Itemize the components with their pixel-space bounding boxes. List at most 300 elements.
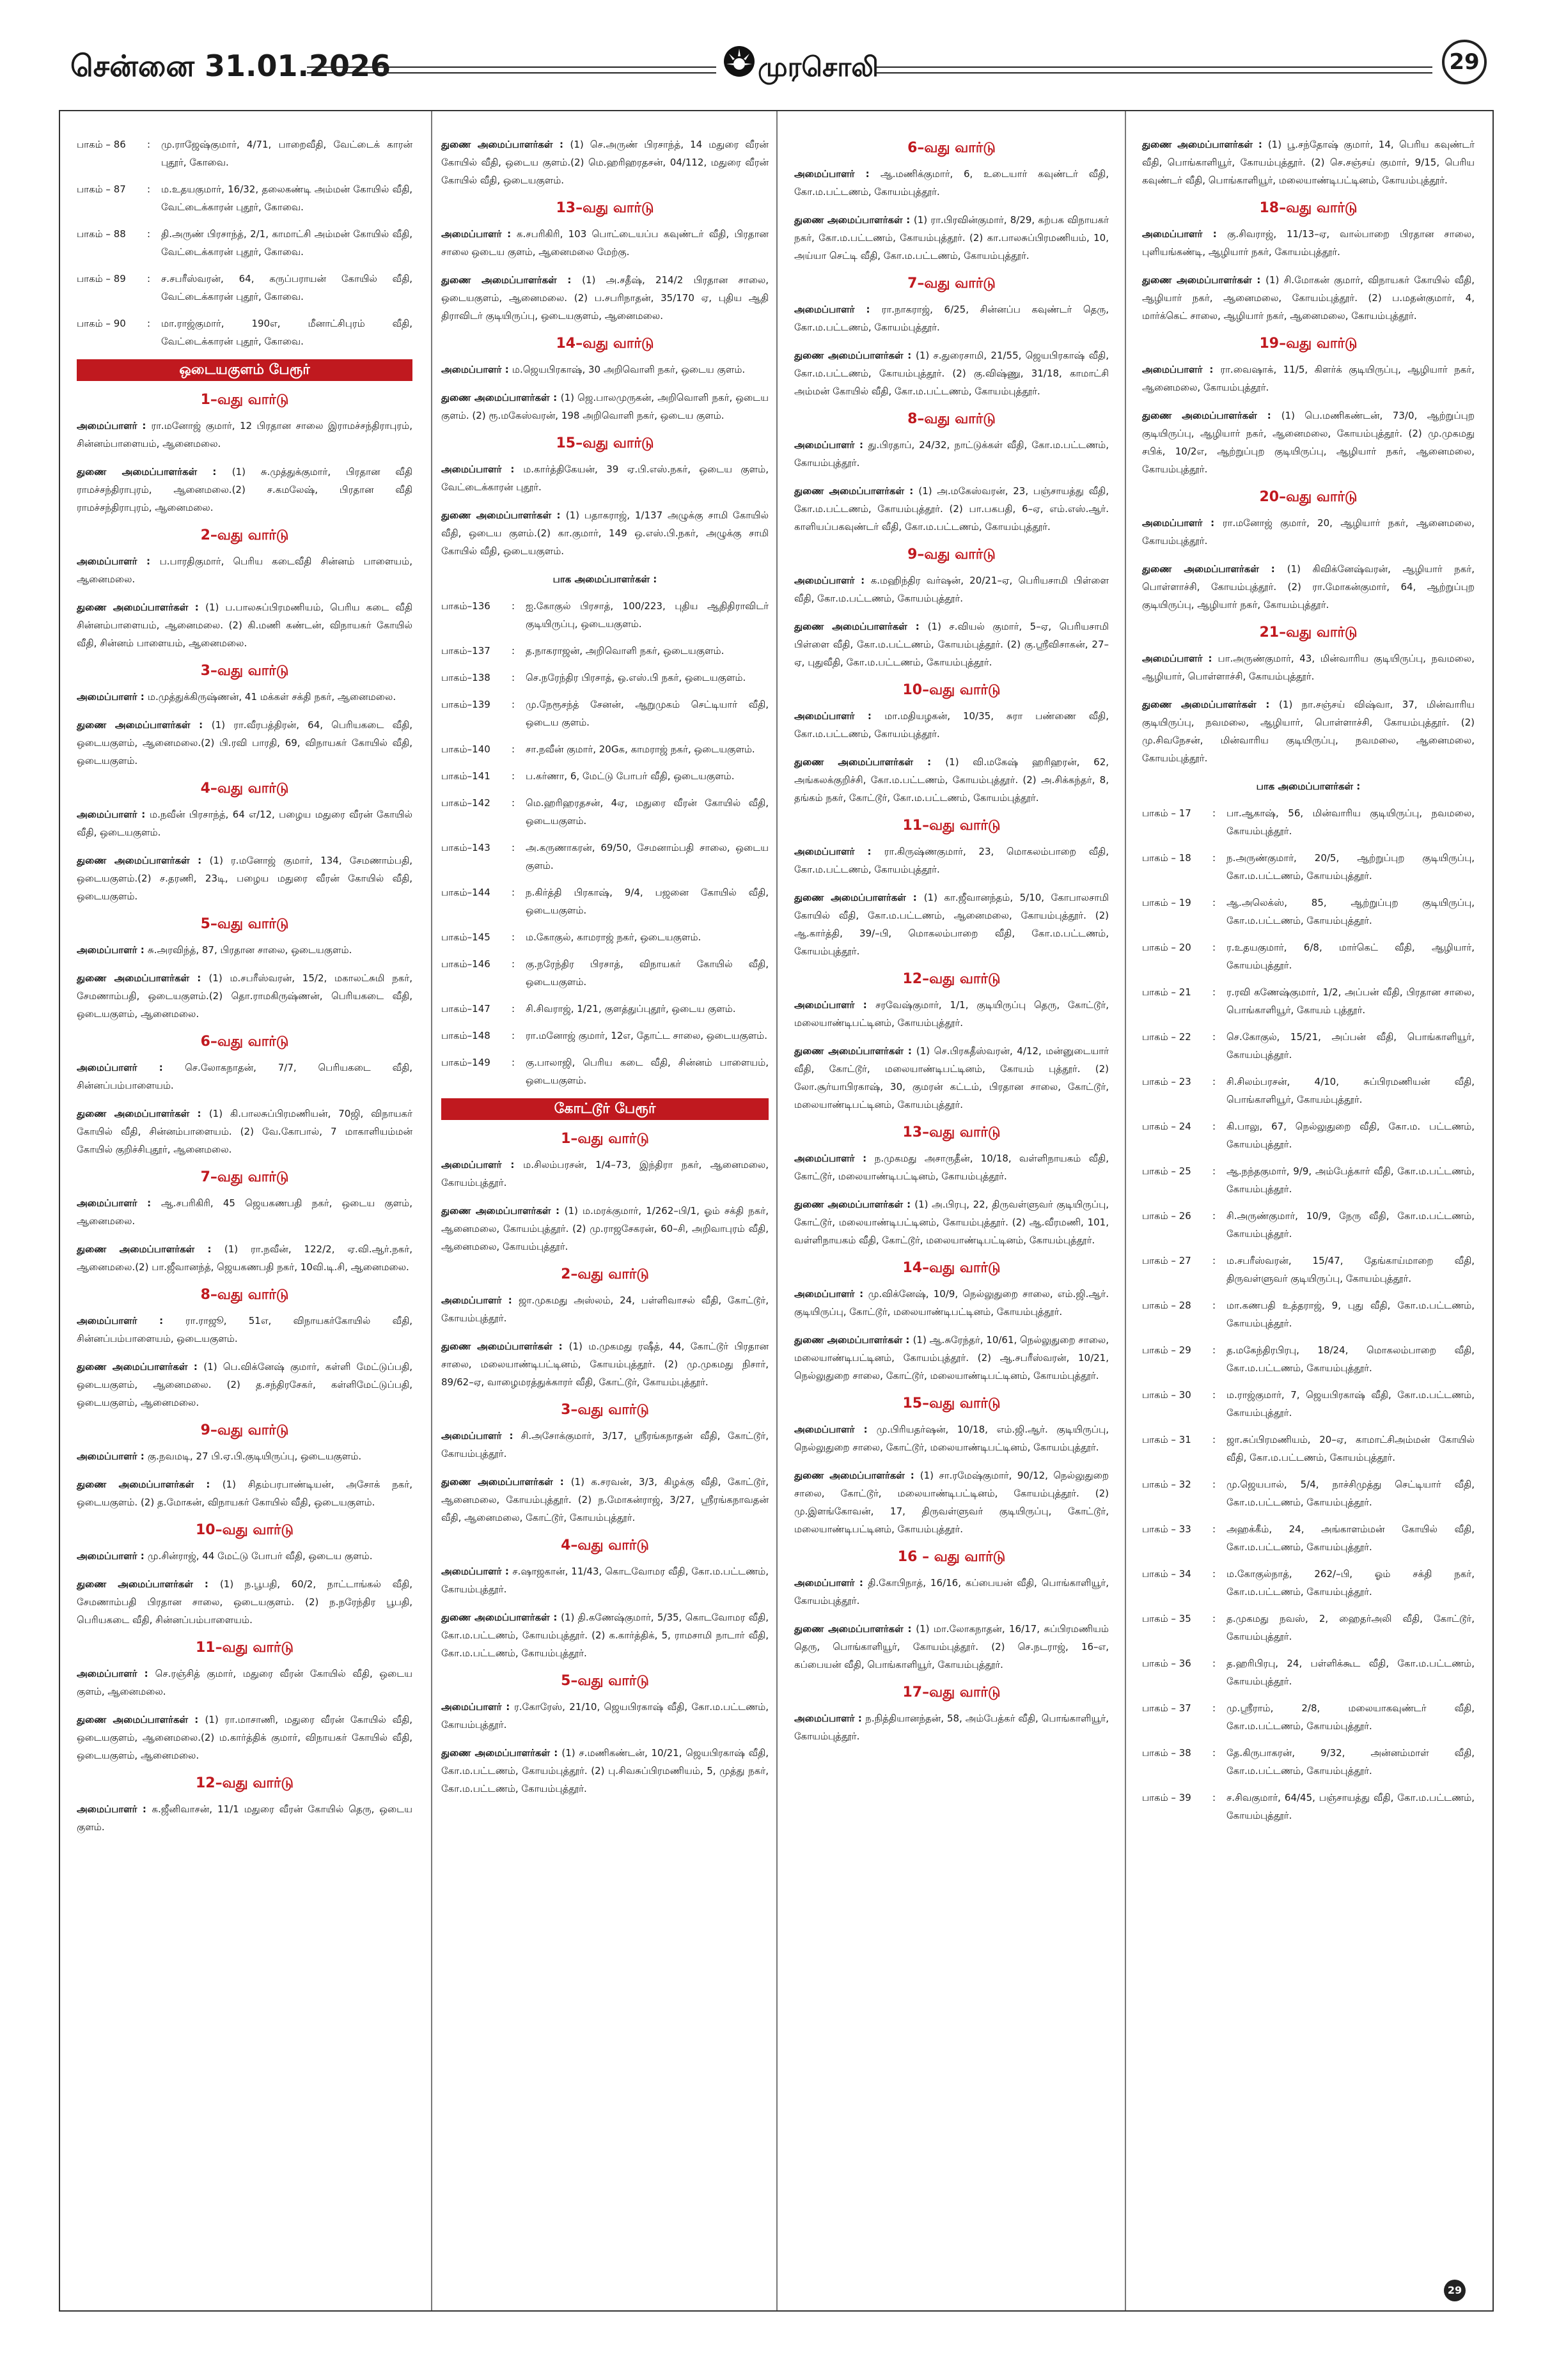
deputy-label: துணை அமைப்பாளர்கள் :: [1142, 274, 1266, 286]
separator: :: [1212, 807, 1216, 819]
separator: :: [1212, 1255, 1216, 1266]
deputy-label: துணை அமைப்பாளர்கள் :: [77, 972, 209, 984]
separator: :: [512, 931, 515, 943]
column-divider: [776, 111, 778, 2310]
convenor-label: அமைப்பாளர் :: [441, 228, 517, 240]
deputy-convenors: துணை அமைப்பாளர்கள் : (1) கா.ஜீவானந்தம், 5/10, கோபாலசாமி கோயில் வீதி, கோ.ம.பட்டணம், ஆனைமலை, கோயம்புத்தூர். (2) ஆ.கார்த்தி, 39/–பி, மொகலம்பாறை வீதி, கோ.ம.பட்டணம், கோயம்புத்தூர்.: [794, 892, 1109, 957]
part-row: [441, 642, 769, 660]
part-row: [1142, 1296, 1475, 1332]
convenor-label: அமைப்பாளர் :: [794, 1577, 868, 1589]
part-number: பாகம் – 18: [1142, 852, 1191, 864]
deputy-convenors: துணை அமைப்பாளர்கள் : (1) ம.சபரீஸ்வரன், 15/2, மகாலட்சுமி நகர், சேமணாம்பதி, ஒடையகுளம்.(2) தொ.ராமகிருஷ்ணன், பெரியகடை வீதி, ஒடையகுளம், ஆனைமலை.: [77, 972, 413, 1020]
part-row: [1142, 1475, 1475, 1511]
part-convenor: மு.ஜெயபால், 5/4, நாச்சிமுத்து செட்டியார் வீதி, கோ.ம.பட்டணம், கோயம்புத்தூர்.: [1226, 1479, 1475, 1508]
deputy-label: துணை அமைப்பாளர்கள் :: [441, 1612, 561, 1623]
part-convenor: ஆ.அலெக்ஸ், 85, ஆற்றுப்புற குடியிருப்பு, கோ.ம.பட்டணம், கோயம்புத்தூர்.: [1226, 897, 1475, 926]
part-number: பாகம் – 27: [1142, 1255, 1191, 1266]
separator: :: [1212, 1479, 1216, 1490]
page-number-badge: 29: [1442, 40, 1487, 84]
ward-heading: 3–வது வார்டு: [561, 1402, 649, 1418]
ward-convenor: அமைப்பாளர் : ஆ.மணிக்குமார், 6, உடையார் கவுண்டர் வீதி, கோ.ம.பட்டணம், கோயம்புத்தூர்.: [794, 168, 1109, 198]
ward-convenor: அமைப்பாளர் : பா.அருண்குமார், 43, மின்வாரிய குடியிருப்பு, நவமலை, ஆழியார், பொள்ளாச்சி, கோயம்புத்தூர்.: [1142, 653, 1475, 682]
deputy-label: துணை அமைப்பாளர்கள் :: [794, 1623, 916, 1635]
ward-heading: 14–வது வார்டு: [902, 1260, 1001, 1276]
separator: :: [1212, 1658, 1216, 1669]
convenor-label: அமைப்பாளர் :: [794, 846, 884, 857]
part-convenor: ம.கோகுல், காமராஜ் நகர், ஒடையகுளம்.: [526, 931, 701, 943]
separator: :: [512, 743, 515, 755]
ward-convenor: அமைப்பாளர் : க.சபரிகிரி, 103 பொட்டையப்ப கவுண்டர் வீதி, பிரதான சாலை ஒடைய குளம், ஆனைமலை மேற்கு.: [441, 228, 769, 258]
masthead-rule-right: [876, 66, 1432, 74]
deputy-label: துணை அமைப்பாளர்கள் :: [794, 1199, 915, 1210]
deputy-convenors: துணை அமைப்பாளர்கள் : (1) பூ.சந்தோஷ் குமார், 14, பெரிய கவுண்டர் வீதி, பொங்காளியூர், கோயம்புத்தூர். (2) செ.சஞ்சய் குமார், 9/15, பெரிய கவுண்டர் வீதி, பொங்காளியூர், மலையாண்டிபட்டினம், கோயம்புத்தூர்.: [1142, 139, 1475, 186]
part-number: பாகம் – 36: [1142, 1658, 1191, 1669]
deputy-convenors: துணை அமைப்பாளர்கள் : (1) அ.சதீஷ், 214/2 பிரதான சாலை, ஒடையகுளம், ஆனைமலை. (2) ப.சபரிநாதன், 35/170 ஏ, புதிய ஆதி திராவிடர் குடியிருப்பு, ஒடையகுளம், ஆனைமலை.: [441, 274, 769, 322]
part-row: [1142, 938, 1475, 974]
separator: :: [512, 887, 515, 898]
part-convenor: ச.சிவகுமார், 64/45, பஞ்சாயத்து வீதி, கோ.ம.பட்டணம், கோயம்புத்தூர்.: [1226, 1792, 1475, 1821]
separator: :: [1212, 942, 1216, 953]
deputy-convenors: துணை அமைப்பாளர்கள் : (1) பெ.விக்னேஷ் குமார், கள்ளி மேட்டுப்பதி, ஒடையகுளம், ஆனைமலை. (2) த.சந்திரசேகர், கள்ளிமேட்டுப்பதி, ஒடையகுளம், ஆனைமலை.: [77, 1361, 412, 1408]
part-convenor: ஆ.நந்தகுமார், 9/9, அம்பேத்கார் வீதி, கோ.ம.பட்டணம், கோயம்புத்தூர்.: [1226, 1165, 1475, 1195]
part-number: பாகம் – 21: [1142, 986, 1191, 998]
ward-heading: 10–வது வார்டு: [195, 1522, 294, 1538]
separator: :: [1212, 1792, 1216, 1803]
part-row: [1142, 1252, 1475, 1287]
ward-convenor: அமைப்பாளர் : மு.பிரியதர்ஷன், 10/18, எம்.ஜி.ஆர். குடியிருப்பு, நெல்லுதுறை சாலை, கோட்டூர், மலையாண்டிபட்டினம், கோயம்புத்தூர்.: [794, 1424, 1109, 1453]
separator: :: [512, 600, 515, 612]
part-number: பாகம் – 31: [1142, 1434, 1191, 1445]
separator: :: [1212, 1702, 1216, 1714]
column-divider: [1125, 111, 1126, 2310]
part-number: பாகம் – 20: [1142, 942, 1191, 953]
column-2: [441, 136, 769, 1808]
deputy-convenors: துணை அமைப்பாளர்கள் : (1) அ.பிரபு, 22, திருவள்ளுவர் குடியிருப்பு, கோட்டூர், மலையாண்டிபட்டினம், கோயம்புத்தூர். (2) ஆ.வீரமணி, 101, வள்ளிநாயகம் வீதி, கோட்டூர், மலையாண்டிபட்டினம், கோயம்புத்தூர்.: [794, 1199, 1109, 1246]
part-row: [1142, 1654, 1475, 1690]
separator: :: [512, 770, 515, 782]
part-convenor: மு.நேரூசந்த் சேனன், ஆறுமுகம் செட்டியார் வீதி, ஒடைய குளம்.: [526, 699, 769, 728]
separator: :: [1212, 852, 1216, 864]
separator: :: [147, 318, 151, 329]
column-1: [77, 136, 412, 1846]
part-number: பாகம் – 29: [1142, 1344, 1191, 1356]
separator: :: [512, 1057, 515, 1068]
part-convenor: கு.நரேந்திர பிரசாத், விநாயகர் கோயில் வீதி, ஒடையகுளம்.: [526, 958, 769, 988]
deputy-label: துணை அமைப்பாளர்கள் :: [77, 719, 212, 731]
separator: :: [512, 958, 515, 970]
ward-convenor: அமைப்பாளர் : மு.சின்ராஜ், 44 மேட்டு போபர் வீதி, ஒடைய குளம்.: [77, 1550, 373, 1562]
ward-convenor: அமைப்பாளர் : ஜா.முகமது அஸ்லம், 24, பள்ளிவாசல் வீதி, கோட்டூர், கோயம்புத்தூர்.: [441, 1295, 769, 1324]
convenor-label: அமைப்பாளர் :: [77, 1197, 161, 1209]
separator: :: [1212, 1210, 1216, 1222]
convenor-label: அமைப்பாளர் :: [441, 1430, 521, 1442]
ward-convenor: அமைப்பாளர் : க.ஜீனிவாசன், 11/1 மதுரை வீரன் கோயில் தெரு, ஒடைய குளம்.: [77, 1803, 412, 1833]
separator: :: [147, 273, 151, 284]
ward-heading: 15–வது வார்டு: [902, 1396, 1001, 1412]
ward-convenor: அமைப்பாளர் : தி.கோபிநாத், 16/16, கப்பையன் வீதி, பொங்காளியூர், கோயம்புத்தூர்.: [794, 1577, 1109, 1606]
part-number: பாகம்–138: [441, 672, 490, 683]
deputy-label: துணை அமைப்பாளர்கள் :: [1142, 139, 1268, 150]
column-divider: [431, 111, 432, 2310]
convenor-label: அமைப்பாளர் :: [77, 1451, 148, 1462]
part-row: [441, 1054, 769, 1089]
deputy-convenors: துணை அமைப்பாளர்கள் : (1) ரா.மாசாணி, மதுரை வீரன் கோயில் வீதி, ஒடையகுளம், ஆனைமலை.(2) ம.கார்த்திக் குமார், விநாயகர் கோயில் வீதி, ஒடையகுளம், ஆனைமலை.: [77, 1714, 412, 1761]
part-convenor: அஹக்கீம், 24, அங்காளம்மன் கோயில் வீதி, கோ.ம.பட்டணம், கோயம்புத்தூர்.: [1226, 1523, 1475, 1553]
part-number: பாகம் – 23: [1142, 1076, 1191, 1087]
convenor-label: அமைப்பாளர் :: [441, 1295, 519, 1306]
separator: :: [1212, 986, 1216, 998]
part-number: பாகம் – 87: [77, 183, 126, 195]
convenor-label: அமைப்பாளர் :: [441, 1159, 524, 1171]
part-number: பாகம் – 17: [1142, 807, 1191, 819]
part-row: [441, 740, 769, 758]
part-row: [441, 597, 769, 633]
ward-heading: 13–வது வார்டு: [902, 1124, 1001, 1140]
part-number: பாகம்–137: [441, 645, 490, 657]
convenor-label: அமைப்பாளர் :: [77, 809, 150, 820]
ward-heading: 20–வது வார்டு: [1259, 489, 1358, 505]
part-number: பாகம்–143: [441, 842, 490, 853]
convenor-label: அமைப்பாளர் :: [77, 1315, 185, 1326]
part-number: பாகம்–147: [441, 1003, 490, 1015]
part-row: [441, 839, 769, 875]
separator: :: [512, 797, 515, 809]
ward-heading: 2–வது வார்டு: [200, 527, 289, 543]
part-convenor: சி.அருண்குமார், 10/9, நேரு வீதி, கோ.ம.பட்டணம், கோயம்புத்தூர்.: [1226, 1210, 1475, 1240]
separator: :: [512, 672, 515, 683]
separator: :: [1212, 1300, 1216, 1311]
part-convenor: மு.ராஜேஷ்குமார், 4/71, பாறைவீதி, வேட்டைக் காரன் புதூர், கோவை.: [161, 139, 412, 168]
ward-convenor: அமைப்பாளர் : ரா.கிருஷ்ணகுமார், 23, மொகலம்பாறை வீதி, கோ.ம.பட்டணம், கோயம்புத்தூர்.: [794, 846, 1109, 875]
part-row: [77, 180, 412, 216]
part-convenor: ந.கிர்த்தி பிரகாஷ், 9/4, பஜனை கோயில் வீதி, ஒடையகுளம்.: [526, 887, 769, 916]
part-number: பாகம்–149: [441, 1057, 490, 1068]
ward-heading: 16 – வது வார்டு: [897, 1549, 1006, 1565]
ward-convenor: அமைப்பாளர் : சு.அரவிந்த், 87, பிரதான சாலை, ஒடையகுளம்.: [77, 944, 352, 956]
ward-heading: 2–வது வார்டு: [561, 1266, 649, 1282]
deputy-convenors: துணை அமைப்பாளர்கள் : (1) ம.முகமது ரஷீத், 44, கோட்டூர் பிரதான சாலை, மலையாண்டிபட்டினம், கோயம்புத்தூர். (2) மு.முகமது நிசார், 89/62–ஏ, வாழைமரத்துக்காரர் வீதி, கோட்டூர், கோயம்புத்தூர்.: [441, 1341, 769, 1388]
ward-convenor: அமைப்பாளர் : து.பிரதாப், 24/32, நாட்டுக்கள் வீதி, கோ.ம.பட்டணம், கோயம்புத்தூர்.: [794, 439, 1109, 469]
deputy-convenors: துணை அமைப்பாளர்கள் : (1) ப.பாலசுப்பிரமணியம், பெரிய கடை வீதி சின்னம்பாளையம், ஆனைமலை. (2) கி.மணி கண்டன், விநாயகர் கோயில் வீதி, சின்னம் பாளையம், ஆனைமலை.: [77, 602, 412, 649]
part-row: [441, 696, 769, 731]
deputy-convenors: துணை அமைப்பாளர்கள் : (1) அ.மகேஸ்வரன், 23, பஞ்சாயத்து வீதி, கோ.ம.பட்டணம், கோயம்புத்தூர். (2) பா.பகபதி, 6–ஏ, எம்.எஸ்.ஆர். காளியப்பகவுண்டர் வீதி, கோ.ம.பட்டணம், கோயம்புத்தூர்.: [794, 485, 1109, 533]
part-number: பாகம் – 38: [1142, 1747, 1191, 1759]
separator: :: [1212, 1165, 1216, 1177]
ward-convenor: அமைப்பாளர் : மா.மதியழகன், 10/35, சுரா பண்ணை வீதி, கோ.ம.பட்டணம், கோயம்புத்தூர்.: [794, 710, 1109, 740]
part-convenor: தி.அருண் பிரசாந்த், 2/1, காமாட்சி அம்மன் கோயில் வீதி, வேட்டைக்காரன் புதூர், கோவை.: [161, 228, 412, 258]
convenor-label: அமைப்பாளர் :: [1142, 228, 1228, 240]
part-convenor: சி.சிலம்பரசன், 4/10, சுப்பிரமணியன் வீதி, பொங்காளியூர், கோயம்புத்தூர்.: [1226, 1076, 1475, 1105]
ward-heading: 3–வது வார்டு: [200, 663, 289, 679]
convenor-label: அமைப்பாளர் :: [1142, 653, 1218, 664]
convenor-label: அமைப்பாளர் :: [441, 1701, 515, 1713]
ward-convenor: அமைப்பாளர் : ம.சிலம்பரசன், 1/4–73, இந்திரா நகர், ஆனைமலை, கோயம்புத்தூர்.: [441, 1159, 769, 1188]
part-convenor: ஜா.சுப்பிரமணியம், 20–ஏ, காமாட்சிஅம்மன் கோயில் வீதி, கோ.ம.பட்டணம், கோயம்புத்தூர்.: [1226, 1434, 1475, 1463]
deputy-label: துணை அமைப்பாளர்கள் :: [77, 602, 206, 613]
deputy-convenors: துணை அமைப்பாளர்கள் : (1) ச.வியல் குமார், 5–ஏ, பெரியசாமி பிள்ளை வீதி, கோ.ம.பட்டணம், கோயம்புத்தூர். (2) கு.ஸ்ரீவிசாகன், 27–ஏ, புதுவீதி, கோ.ம.பட்டணம், கோயம்புத்தூர்.: [794, 621, 1109, 668]
deputy-convenors: துணை அமைப்பாளர்கள் : (1) ச.துரைசாமி, 21/55, ஜெயபிரகாஷ் வீதி, கோ.ம.பட்டணம், கோயம்புத்தூர். (2) கு.விஷ்ணு, 31/18, காமாட்சி அம்மன் கோயில் வீதி, கோ.ம.பட்டணம், கோயம்புத்தூர்.: [794, 350, 1109, 397]
ward-heading: 1–வது வார்டு: [561, 1131, 649, 1147]
deputy-convenors: துணை அமைப்பாளர்கள் : (1) மா.லோகநாதன், 16/17, சுப்பிரமணியம் தெரு, பொங்காளியூர், கோயம்புத்தூர். (2) செ.நடராஜ், 16–எ, கப்பையன் வீதி, பொங்காளியூர், கோயம்புத்தூர்.: [794, 1623, 1109, 1670]
part-row: [441, 669, 769, 687]
separator: :: [512, 842, 515, 853]
deputy-label: துணை அமைப்பாளர்கள் :: [441, 1476, 571, 1488]
deputy-convenors: துணை அமைப்பாளர்கள் : (1) ஜெ.பாலமுருகன், அறிவொளி நகர், ஒடைய குளம். (2) ரூ.மகேஸ்வரன், 198 அறிவொளி நகர், ஒடைய குளம்.: [441, 392, 769, 421]
part-number: பாகம் – 30: [1142, 1389, 1191, 1401]
deputy-label: துணை அமைப்பாளர்கள் :: [77, 466, 232, 478]
deputy-label: துணை அமைப்பாளர்கள் :: [77, 1479, 223, 1490]
part-convenor: ம.ராஜ்குமார், 7, ஜெயபிரகாஷ் வீதி, கோ.ம.பட்டணம், கோயம்புத்தூர்.: [1226, 1389, 1475, 1419]
deputy-label: துணை அமைப்பாளர்கள் :: [794, 214, 914, 226]
ward-heading: 11–வது வார்டு: [902, 818, 1001, 834]
convenor-label: அமைப்பாளர் :: [794, 1424, 877, 1435]
deputy-convenors: துணை அமைப்பாளர்கள் : (1) கி.பாலசுப்பிரமணியன், 70ஜி, விநாயகர் கோயில் வீதி, சின்னம்பாளையம். (2) வே.கோபால், 7 மாகாளியம்மன் கோயில் குறிச்சிபுதூர், ஆனைமலை.: [77, 1108, 412, 1155]
ward-convenor: அமைப்பாளர் : ர.கோரேஸ், 21/10, ஜெயபிரகாஷ் வீதி, கோ.ம.பட்டணம், கோயம்புத்தூர்.: [441, 1701, 769, 1731]
deputy-label: துணை அமைப்பாளர்கள் :: [794, 892, 924, 903]
deputy-convenors: துணை அமைப்பாளர்கள் : (1) தி.கணேஷ்குமார், 5/35, கொடவோமர வீதி, கோ.ம.பட்டணம், கோயம்புத்தூர். (2) க.கார்த்திக், 5, ராமசாமி நாடார் வீதி, கோ.ம.பட்டணம், கோயம்புத்தூர்.: [441, 1612, 769, 1659]
part-number: பாகம் – 22: [1142, 1031, 1191, 1043]
part-number: பாகம் – 24: [1142, 1121, 1191, 1132]
separator: :: [147, 228, 151, 240]
ward-convenor: அமைப்பாளர் : சரவேஷ்குமார், 1/1, குடியிருப்பு தெரு, கோட்டூர், மலையாண்டிபட்டினம், கோயம்புத்தூர்.: [794, 999, 1109, 1029]
convenor-label: அமைப்பாளர் :: [794, 168, 881, 180]
part-row: [441, 928, 769, 946]
masthead-rule-left: [307, 66, 716, 74]
masthead: [70, 42, 1487, 100]
part-convenor: சா.நவீன் குமார், 20Gக, காமராஜ் நகர், ஒடையகுளம்.: [526, 743, 755, 755]
part-number: பாகம் – 39: [1142, 1792, 1191, 1803]
part-number: பாகம் – 37: [1142, 1702, 1191, 1714]
convenor-label: அமைப்பாளர் :: [77, 1062, 185, 1073]
ward-heading: 1–வது வார்டு: [200, 392, 289, 408]
part-row: [77, 315, 412, 350]
ward-heading: 10–வது வார்டு: [902, 682, 1001, 698]
separator: :: [1212, 1031, 1216, 1043]
ward-convenor: அமைப்பாளர் : செ.லோகநாதன், 7/7, பெரியகடை வீதி, சின்னப்பம்பாளையம்.: [77, 1062, 412, 1091]
ward-heading: 4–வது வார்டு: [200, 781, 289, 797]
deputy-label: துணை அமைப்பாளர்கள் :: [794, 1334, 913, 1346]
part-number: பாகம் – 28: [1142, 1300, 1191, 1311]
deputy-label: துணை அமைப்பாளர்கள் :: [441, 1341, 569, 1352]
part-row: [441, 883, 769, 919]
separator: :: [1212, 1121, 1216, 1132]
part-convenor: ர.உதயகுமார், 6/8, மார்கெட் வீதி, ஆழியார், கோயம்புத்தூர்.: [1226, 942, 1475, 971]
part-convenor: ரா.மனோஜ் குமார், 12எ, தோட்ட சாலை, ஒடையகுளம்.: [526, 1030, 767, 1041]
part-convenor: பா.ஆகாஷ், 56, மின்வாரிய குடியிருப்பு, நவமலை, கோயம்புத்தூர்.: [1226, 807, 1475, 837]
ward-heading: 12–வது வார்டு: [195, 1775, 294, 1791]
part-convenor: ஐ.கோகுல் பிரசாத், 100/223, புதிய ஆதிதிராவிடர் குடியிருப்பு, ஒடையகுளம்.: [526, 600, 769, 630]
part-row: [1142, 1610, 1475, 1645]
part-convenor: ந.அருண்குமார், 20/5, ஆற்றுப்புற குடியிருப்பு, கோ.ம.பட்டணம், கோயம்புத்தூர்.: [1226, 852, 1475, 882]
deputy-label: துணை அமைப்பாளர்கள் :: [794, 1045, 916, 1057]
deputy-label: துணை அமைப்பாளர்கள் :: [441, 392, 561, 403]
part-row: [1142, 1431, 1475, 1466]
part-convenor: அ.கருணாகரன், 69/50, சேமனாம்பதி சாலை, ஒடைய குளம்.: [526, 842, 769, 871]
ward-heading: 11–வது வார்டு: [195, 1640, 294, 1656]
ward-convenor: அமைப்பாளர் : க.மஹிந்திர வர்ஷன், 20/21–ஏ, பெரியசாமி பிள்ளை வீதி, கோ.ம.பட்டணம், கோயம்புத்தூர்.: [794, 575, 1109, 604]
convenor-label: அமைப்பாளர் :: [794, 1713, 866, 1724]
part-convenor: த.நாகராஜன், அறிவொளி நகர், ஒடையகுளம்.: [526, 645, 725, 657]
ward-convenor: அமைப்பாளர் : ம.முத்துக்கிருஷ்ணன், 41 மக்கள் சக்தி நகர், ஆனைமலை.: [77, 691, 396, 703]
rising-sun-logo-icon: [723, 45, 756, 78]
ward-heading: 7–வது வார்டு: [200, 1169, 289, 1185]
separator: :: [1212, 1076, 1216, 1087]
part-number: பாகம் – 35: [1142, 1613, 1191, 1624]
part-number: பாகம்–145: [441, 931, 490, 943]
parts-heading: பாக அமைப்பாளர்கள் :: [1256, 781, 1361, 792]
deputy-convenors: துணை அமைப்பாளர்கள் : (1) ந.பூபதி, 60/2, நாட்டாங்கல் வீதி, சேமணாம்பதி பிரதான சாலை, ஒடையகுளம். (2) ந.நரேந்திர பூபதி, பெரியகடை வீதி, சின்னப்பம்பாளையம்.: [77, 1578, 412, 1626]
part-number: பாகம் – 89: [77, 273, 126, 284]
masthead-title: முரசொலி: [758, 51, 879, 82]
ward-convenor: அமைப்பாளர் : ரா.மனோஜ் குமார், 20, ஆழியார் நகர், ஆனைமலை, கோயம்புத்தூர்.: [1142, 517, 1475, 547]
part-row: [1142, 849, 1475, 885]
part-convenor: மா.கணபதி உத்தராஜ், 9, புது வீதி, கோ.ம.பட்டணம், கோயம்புத்தூர்.: [1226, 1300, 1475, 1329]
part-number: பாகம் – 34: [1142, 1568, 1191, 1580]
convenor-label: அமைப்பாளர் :: [77, 1550, 148, 1562]
part-row: [1142, 1789, 1475, 1824]
footer-page-number: 29: [1444, 2280, 1466, 2301]
convenor-label: அமைப்பாளர் :: [794, 710, 885, 722]
part-number: பாகம் – 25: [1142, 1165, 1191, 1177]
part-row: [1142, 1207, 1475, 1243]
ward-convenor: அமைப்பாளர் : ப.பாரதிகுமார், பெரிய கடைவீதி சின்னம் பாளையம், ஆனைமலை.: [77, 556, 412, 585]
deputy-convenors: துணை அமைப்பாளர்கள் : (1) செ.பிரகதீஸ்வரன், 4/12, மன்னுடையார் வீதி, கோட்டூர், மலையாண்டிபட்டினம், கோயம் புத்தூர். (2) லோ.சூர்யாபிரகாஷ், 30, குமரன் கட்டம், பிரதான சாலை, கோட்டூர், மலையாண்டிபட்டினம், கோயம்புத்தூர்.: [794, 1045, 1109, 1110]
deputy-convenors: துணை அமைப்பாளர்கள் : (1) செ.அருண் பிரசாந்த், 14 மதுரை வீரன் கோயில் வீதி, ஒடைய குளம்.(2) மெ.ஹரிஹரதசன், 04/112, மதுரை வீரன் கோயில் வீதி, ஒடையகுளம்.: [441, 139, 769, 186]
part-row: [441, 1000, 769, 1018]
separator: :: [1212, 1434, 1216, 1445]
part-number: பாகம் – 32: [1142, 1479, 1191, 1490]
ward-heading: 15–வது வார்டு: [556, 435, 654, 451]
separator: :: [1212, 1389, 1216, 1401]
ward-convenor: அமைப்பாளர் : கு.சிவராஜ், 11/13–ஏ, வால்பாறை பிரதான சாலை, புளியங்கண்டி, ஆழியார் நகர், கோயம்புத்தூர்.: [1142, 228, 1475, 258]
section-banner: ஒடையகுளம் பேரூர்: [77, 359, 412, 381]
ward-heading: 13–வது வார்டு: [556, 200, 654, 216]
ward-convenor: அமைப்பாளர் : ம.கார்த்திகேயன், 39 ஏ.பி.எஸ்.நகர், ஒடைய குளம், வேட்டைக்காரன் புதூர்.: [441, 463, 769, 493]
deputy-label: துணை அமைப்பாளர்கள் :: [794, 1470, 920, 1481]
ward-heading: 14–வது வார்டு: [556, 336, 654, 352]
part-convenor: ம.கோகுல்நாத், 262/–பி, ஓம் சக்தி நகர், கோ.ம.பட்டணம், கோயம்புத்தூர்.: [1226, 1568, 1475, 1598]
part-convenor: மு.ஸ்ரீராம், 2/8, மலையாகவுண்டர் வீதி, கோ.ம.பட்டணம், கோயம்புத்தூர்.: [1226, 1702, 1475, 1732]
deputy-convenors: துணை அமைப்பாளர்கள் : (1) பெ.மணிகண்டன், 73/0, ஆற்றுப்புற குடியிருப்பு, ஆழியார் நகர், ஆனைமலை, கோயம்புத்தூர். (2) மு.முகமது சபிக், 10/2எ, ஆற்றுப்புற குடியிருப்பு, ஆழியார் நகர், ஆனைமலை, கோயம்புத்தூர்.: [1142, 410, 1475, 475]
deputy-convenors: துணை அமைப்பாளர்கள் : (1) ரா.நவீன், 122/2, ஏ.வி.ஆர்.நகர், ஆனைமலை.(2) பா.ஜீவானந்த், ஜெயகணபதி நகர், 10வி.டி.சி, ஆனைமலை.: [77, 1243, 412, 1273]
part-number: பாகம் – 26: [1142, 1210, 1191, 1222]
deputy-convenors: துணை அமைப்பாளர்கள் : (1) ம.மரக்குமார், 1/262–பி/1, ஓம் சக்தி நகர், ஆனைமலை, கோயம்புத்தூர். (2) மு.ராஜசேகரன், 60–சி, அறிவாபுரம் வீதி, ஆனைமலை, கோயம்புத்தூர்.: [441, 1205, 769, 1252]
deputy-convenors: துணை அமைப்பாளர்கள் : (1) நா.சஞ்சய் விஷ்வா, 37, மின்வாரிய குடியிருப்பு, நவமலை, ஆழியார், பொள்ளாச்சி, கோயம்புத்தூர். (2) மு.சிவநேசன், மின்வாரிய குடியிருப்பு, நவமலை, ஆனைமலை, கோயம்புத்தூர்.: [1142, 699, 1475, 764]
deputy-convenors: துணை அமைப்பாளர்கள் : (1) சிதம்பரபாண்டியன், அசோக் நகர், ஒடையகுளம். (2) த.மோகன், விநாயகர் கோயில் வீதி, ஒடையகுளம்.: [77, 1479, 412, 1508]
deputy-label: துணை அமைப்பாளர்கள் :: [77, 1714, 205, 1725]
deputy-label: துணை அமைப்பாளர்கள் :: [441, 1747, 562, 1759]
ward-convenor: அமைப்பாளர் : ரா.ராஜூ, 51எ, விநாயகர்கோயில் வீதி, சின்னப்பம்பாளையம், ஒடையகுளம்.: [77, 1315, 412, 1344]
deputy-convenors: துணை அமைப்பாளர்கள் : (1) சா.ரமேஷ்குமார், 90/12, நெல்லுதுறை சாலை, கோட்டூர், மலையாண்டிபட்டினம், கோயம்புத்தூர். (2) மு.இளங்கோவன், 17, திருவள்ளுவர் குடியிருப்பு, கோட்டூர், மலையாண்டிபட்டினம், கோயம்புத்தூர்.: [794, 1470, 1109, 1535]
part-convenor: மா.ராஜ்குமார், 190எ, மீனாட்சிபுரம் வீதி, வேட்டைக்காரன் புதூர், கோவை.: [161, 318, 412, 347]
deputy-label: துணை அமைப்பாளர்கள் :: [794, 350, 916, 361]
part-convenor: ர.ரவி கணேஷ்குமார், 1/2, அப்பன் வீதி, பிரதான சாலை, பொங்காளியூர், கோயம் புத்தூர்.: [1226, 986, 1475, 1016]
ward-convenor: அமைப்பாளர் : ரா.வைஷாக், 11/5, கிளர்க் குடியிருப்பு, ஆழியார் நகர், ஆனைமலை, கோயம்புத்தூர்.: [1142, 364, 1475, 393]
part-number: பாகம்–139: [441, 699, 490, 710]
separator: :: [1212, 1613, 1216, 1624]
convenor-label: அமைப்பாளர் :: [77, 1668, 155, 1679]
separator: :: [512, 1030, 515, 1041]
part-row: [77, 136, 412, 171]
deputy-label: துணை அமைப்பாளர்கள் :: [1142, 699, 1280, 710]
separator: :: [512, 645, 515, 657]
deputy-convenors: துணை அமைப்பாளர்கள் : (1) சி.மோகன் குமார், விநாயகர் கோயில் வீதி, ஆழியார் நகர், ஆனைமலை, கோயம்புத்தூர். (2) ப.மதன்குமார், 4, மார்க்கெட் சாலை, ஆழியார் நகர், ஆனைமலை, கோயம்புத்தூர்.: [1142, 274, 1475, 322]
part-row: [1142, 1162, 1475, 1198]
deputy-convenors: துணை அமைப்பாளர்கள் : (1) க.சரவன், 3/3, கிழக்கு வீதி, கோட்டூர், ஆனைமலை, கோயம்புத்தூர். (2) ந.மோகன்ராஜ், 3/27, ஸ்ரீரங்கநாவதன் வீதி, ஆனைமலை, கோட்டூர், கோயம்புத்தூர்.: [441, 1476, 769, 1523]
convenor-label: அமைப்பாளர் :: [77, 556, 160, 567]
deputy-convenors: துணை அமைப்பாளர்கள் : (1) ஆ.சுரேந்தர், 10/61, நெல்லுதுறை சாலை, மலையாண்டிபட்டினம், கோயம்புத்தூர். (2) ஆ.சபரீஸ்வரன், 10/21, நெல்லுதுறை சாலை, கோட்டூர், மலையாண்டிபட்டினம், கோயம்புத்தூர்.: [794, 1334, 1109, 1381]
part-convenor: கி.பாலு, 67, நெல்லுதுறை வீதி, கோ.ம. பட்டணம், கோயம்புத்தூர்.: [1226, 1121, 1475, 1150]
convenor-label: அமைப்பாளர் :: [441, 1566, 513, 1577]
deputy-label: துணை அமைப்பாளர்கள் :: [1142, 563, 1287, 575]
part-row: [1142, 1073, 1475, 1108]
deputy-convenors: துணை அமைப்பாளர்கள் : (1) கிவிக்னேஷ்வரன், ஆழியார் நகர், பொள்ளாச்சி, கோயம்புத்தூர். (2) ரா.மோகன்குமார், 64, ஆற்றுப்புற குடியிருப்பு, ஆழியார் நகர், கோயம்புத்தூர்.: [1142, 563, 1475, 611]
ward-heading: 9–வது வார்டு: [907, 547, 996, 563]
part-number: பாகம் – 19: [1142, 897, 1191, 908]
part-number: பாகம்–148: [441, 1030, 490, 1041]
ward-heading: 21–வது வார்டு: [1259, 625, 1358, 641]
part-number: பாகம் – 86: [77, 139, 126, 150]
ward-convenor: அமைப்பாளர் : ம.நவீன் பிரசாந்த், 64 எ/12, பழைய மதுரை வீரன் கோயில் வீதி, ஒடையகுளம்.: [77, 809, 412, 838]
part-convenor: ப.கர்ணா, 6, மேட்டு போபர் வீதி, ஒடையகுளம்.: [526, 770, 735, 782]
convenor-label: அமைப்பாளர் :: [77, 691, 148, 703]
ward-heading: 12–வது வார்டு: [902, 971, 1001, 987]
convenor-label: அமைப்பாளர் :: [441, 463, 524, 475]
column-3: [794, 136, 1109, 1755]
deputy-convenors: துணை அமைப்பாளர்கள் : (1) ர.மனோஜ் குமார், 134, சேமணாம்பதி, ஒடையகுளம்.(2) ச.தரணி, 23டி, பழைய மதுரை வீரன் கோயில் வீதி, ஒடையகுளம்.: [77, 855, 412, 902]
parts-heading: பாக அமைப்பாளர்கள் :: [552, 573, 657, 585]
ward-heading: 6–வது வார்டு: [907, 140, 996, 156]
part-convenor: த.மகேந்திரபிரபு, 18/24, மொகலம்பாறை வீதி, கோ.ம.பட்டணம், கோயம்புத்தூர்.: [1226, 1344, 1475, 1374]
separator: :: [512, 699, 515, 710]
part-convenor: செ.கோகுல், 15/21, அப்பன் வீதி, பொங்காளியூர், கோயம்புத்தூர்.: [1226, 1031, 1475, 1061]
deputy-label: துணை அமைப்பாளர்கள் :: [441, 139, 570, 150]
convenor-label: அமைப்பாளர் :: [794, 999, 876, 1011]
part-number: பாகம்–144: [441, 887, 490, 898]
convenor-label: அமைப்பாளர் :: [1142, 364, 1221, 375]
convenor-label: அமைப்பாளர் :: [794, 575, 871, 586]
part-number: பாகம்–146: [441, 958, 490, 970]
ward-convenor: அமைப்பாளர் : கு.நவமடி, 27 பி.ஏ.பி.குடியிருப்பு, ஒடையகுளம்.: [77, 1451, 362, 1462]
deputy-label: துணை அமைப்பாளர்கள் :: [441, 509, 566, 521]
deputy-label: துணை அமைப்பாளர்கள் :: [441, 274, 583, 286]
part-row: [1142, 1744, 1475, 1780]
separator: :: [1212, 1568, 1216, 1580]
part-number: பாகம் – 88: [77, 228, 126, 240]
deputy-label: துணை அமைப்பாளர்கள் :: [77, 1108, 209, 1119]
ward-convenor: அமைப்பாளர் : சி.அசோக்குமார், 3/17, ஸ்ரீரங்கநாதன் வீதி, கோட்டூர், கோயம்புத்தூர்.: [441, 1430, 769, 1459]
ward-heading: 19–வது வார்டு: [1259, 336, 1358, 352]
deputy-convenors: துணை அமைப்பாளர்கள் : (1) ச.மணிகண்டன், 10/21, ஜெயபிரகாஷ் வீதி, கோ.ம.பட்டணம், கோயம்புத்தூர். (2) பு.சிவசுப்பிரமணியம், 5, முத்து நகர், கோ.ம.பட்டணம், கோயம்புத்தூர்.: [441, 1747, 769, 1794]
part-row: [441, 955, 769, 991]
separator: :: [512, 1003, 515, 1015]
part-row: [1142, 1386, 1475, 1422]
part-row: [77, 270, 412, 306]
part-row: [441, 794, 769, 830]
part-convenor: த.ஹரிபிரபு, 24, பள்ளிக்கூட வீதி, கோ.ம.பட்டணம், கோயம்புத்தூர்.: [1226, 1658, 1475, 1687]
deputy-label: துணை அமைப்பாளர்கள் :: [794, 756, 946, 768]
convenor-label: அமைப்பாளர் :: [1142, 517, 1223, 529]
deputy-label: துணை அமைப்பாளர்கள் :: [77, 855, 210, 866]
part-row: [1142, 1341, 1475, 1377]
ward-convenor: அமைப்பாளர் : ந.முகமது அசாருதீன், 10/18, வள்ளிநாயகம் வீதி, கோட்டூர், மலையாண்டிபட்டினம், கோயம்புத்தூர்.: [794, 1153, 1109, 1182]
part-row: [1142, 1565, 1475, 1601]
content-frame: [59, 110, 1494, 2312]
part-convenor: மெ.ஹரிஹரதசன், 4ஏ, மதுரை வீரன் கோயில் வீதி, ஒடையகுளம்.: [526, 797, 769, 827]
separator: :: [1212, 1523, 1216, 1535]
part-row: [1142, 1028, 1475, 1064]
ward-convenor: அமைப்பாளர் : ஆ.சபரிகிரி, 45 ஜெயகணபதி நகர், ஒடைய குளம், ஆனைமலை.: [77, 1197, 412, 1227]
